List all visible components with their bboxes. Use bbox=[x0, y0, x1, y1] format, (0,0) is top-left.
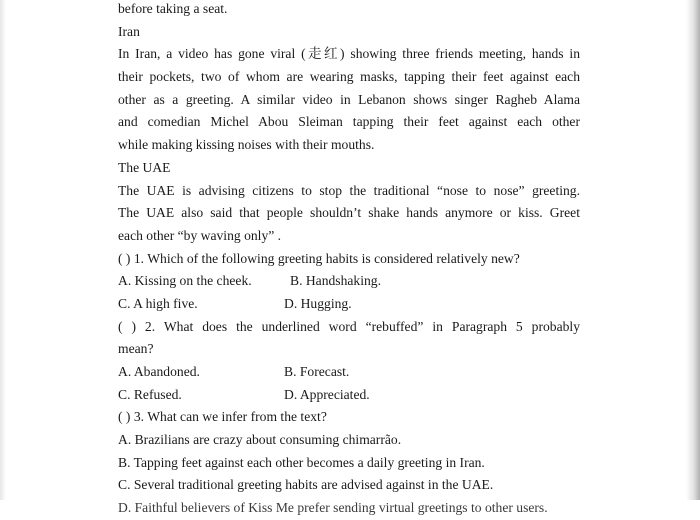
question-1-options-row-1 bbox=[118, 270, 580, 293]
question-3-option-a: A. Brazilians are crazy about consuming chimarrão. bbox=[118, 432, 402, 448]
question-3-option-c: C. Several traditional greeting habits are advised against in the UAE. bbox=[118, 477, 494, 493]
page-right-edge-shadow bbox=[686, 0, 700, 500]
text-line: The UAE is advising citizens to stop the traditional “nose to nose” greeting. bbox=[118, 182, 580, 198]
document-content bbox=[118, 0, 580, 520]
question-2-option-d: D. Appreciated. bbox=[284, 386, 370, 402]
page-left-edge-shadow bbox=[0, 0, 6, 500]
text-line: before taking a seat. bbox=[118, 1, 228, 16]
question-1-option-d: D. Hugging. bbox=[284, 295, 352, 311]
question-2-stem: ( ) 2. What does the underlined word “rebuffed” in Paragraph 5 probably bbox=[118, 318, 580, 334]
question-1-option-c: C. A high five. bbox=[118, 295, 198, 311]
question-2-option-b: B. Forecast. bbox=[284, 364, 350, 379]
question-2-options-row-1 bbox=[118, 361, 580, 384]
text-line: In Iran, a video has gone viral (走红) showing three friends meeting, hands in bbox=[118, 46, 580, 62]
text-line: other as a greeting. A similar video in Lebanon shows singer Ragheb Alama bbox=[118, 91, 580, 107]
text-line: and comedian Michel Abou Sleiman tapping their feet against each other bbox=[118, 114, 580, 130]
question-2-options-row-2 bbox=[118, 384, 580, 407]
section-heading-uae: The UAE bbox=[118, 159, 171, 175]
question-3-option-d: D. Faithful believers of Kiss Me prefer sending virtual greetings to other users. bbox=[118, 500, 548, 516]
question-3-stem: ( ) 3. What can we infer from the text? bbox=[118, 409, 327, 425]
question-1-option-b: B. Handshaking. bbox=[290, 273, 381, 289]
question-3-option-b: B. Tapping feet against each other becomes a daily greeting in Iran. bbox=[118, 454, 485, 470]
text-line: The UAE also said that people shouldn’t shake hands anymore or kiss. Greet bbox=[118, 205, 580, 221]
question-1-option-a: A. Kissing on the cheek. bbox=[118, 273, 252, 289]
question-2-option-a: A. Abandoned. bbox=[118, 364, 200, 379]
question-2-stem-continued: mean? bbox=[118, 341, 154, 357]
text-line: while making kissing noises with their mouths. bbox=[118, 137, 375, 153]
question-2-option-c: C. Refused. bbox=[118, 386, 182, 402]
question-1-options-row-2 bbox=[118, 293, 580, 316]
question-1-stem: ( ) 1. Which of the following greeting habits is considered relatively new? bbox=[118, 250, 520, 266]
text-line: their pockets, two of whom are wearing masks, tapping their feet against each bbox=[118, 69, 580, 85]
text-line: each other “by waving only” . bbox=[118, 227, 282, 243]
section-heading-iran: Iran bbox=[118, 23, 140, 39]
